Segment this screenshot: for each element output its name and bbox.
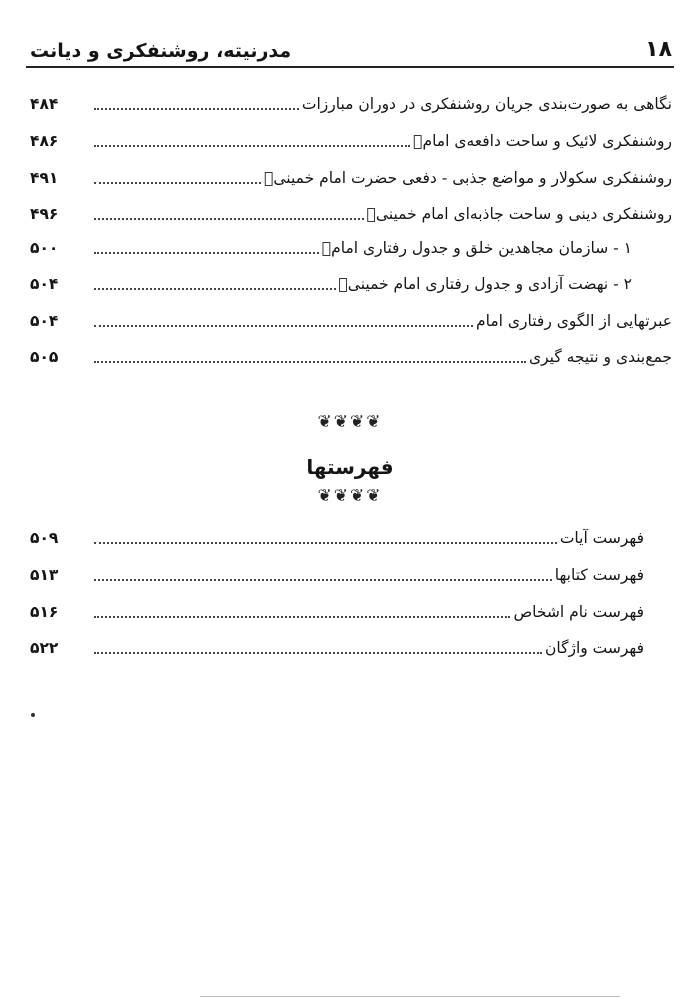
dot-leader	[94, 182, 261, 184]
ornament-bottom: ❦❦❦❦	[317, 486, 383, 506]
toc-entry	[30, 305, 672, 333]
toc-subentry	[30, 232, 672, 260]
dot-leader	[94, 542, 557, 544]
dot-leader	[94, 579, 552, 581]
index-entry	[30, 522, 672, 550]
dot-leader	[94, 325, 473, 327]
index-entry-label: فهرست کتابها	[554, 566, 644, 584]
toc-entry-label: روشنفکری دینی و ساحت جاذبه‌ای امام خمینیؒ	[366, 205, 672, 223]
toc-entry-page: ۵۰۴	[30, 275, 59, 293]
scan-speck	[31, 713, 35, 717]
section-title: فهرستها	[306, 455, 394, 479]
index-entry-page: ۵۱۶	[30, 603, 59, 621]
running-title: مدرنیته، روشنفکری و دیانت	[30, 40, 292, 62]
dot-leader	[94, 108, 299, 110]
toc-entry	[30, 198, 672, 226]
dot-leader	[94, 145, 410, 147]
dot-leader	[94, 218, 364, 220]
running-header	[30, 22, 672, 62]
toc-entry-label: عبرتهایی از الگوی رفتاری امام	[476, 312, 672, 330]
ornament-top: ❦❦❦❦	[317, 412, 383, 432]
toc-entry-page: ۴۸۶	[30, 132, 59, 150]
dot-leader	[94, 361, 526, 363]
index-entry-page: ۵۰۹	[30, 529, 59, 547]
toc-entry-page: ۴۹۶	[30, 205, 59, 223]
index-entry	[30, 559, 672, 587]
dot-leader	[94, 616, 510, 618]
index-entry-label: فهرست آیات	[559, 529, 644, 547]
dot-leader	[94, 652, 542, 654]
toc-subentry	[30, 268, 672, 296]
toc-entry-page: ۵۰۴	[30, 312, 59, 330]
index-entry	[30, 596, 672, 624]
toc-entry-page: ۵۰۰	[30, 239, 59, 257]
header-rule	[26, 66, 674, 68]
index-entry-page: ۵۱۳	[30, 566, 59, 584]
scan-bottom-edge	[200, 996, 620, 997]
index-entry-label: فهرست نام اشخاص	[513, 603, 644, 621]
toc-entry-page: ۴۹۱	[30, 169, 59, 187]
dot-leader	[94, 252, 319, 254]
toc-entry	[30, 125, 672, 153]
toc-entry-label: نگاهی به صورت‌بندی جریان روشنفکری در دوران مبارزات	[301, 95, 672, 113]
toc-entry-label: جمع‌بندی و نتیجه گیری	[528, 348, 672, 366]
toc-entry-page: ۵۰۵	[30, 348, 59, 366]
index-entry-page: ۵۲۲	[30, 639, 59, 657]
page-number: ۱۸	[645, 37, 672, 62]
toc-entry-page: ۴۸۴	[30, 95, 59, 113]
toc-entry	[30, 88, 672, 116]
toc-entry	[30, 341, 672, 369]
toc-entry-label: روشنفکری لائیک و ساحت دافعه‌ی امامؒ	[413, 132, 672, 150]
toc-entry-label: ۱ - سازمان مجاهدین خلق و جدول رفتاری امامؒ	[321, 239, 632, 257]
toc-entry-label: روشنفکری سکولار و مواضع جذبی - دفعی حضرت امام خمینیؒ	[264, 169, 672, 187]
dot-leader	[94, 288, 336, 290]
index-entry	[30, 632, 672, 660]
toc-entry	[30, 162, 672, 190]
index-entry-label: فهرست واژگان	[544, 639, 644, 657]
toc-entry-label: ۲ - نهضت آزادی و جدول رفتاری امام خمینیؒ	[338, 275, 632, 293]
